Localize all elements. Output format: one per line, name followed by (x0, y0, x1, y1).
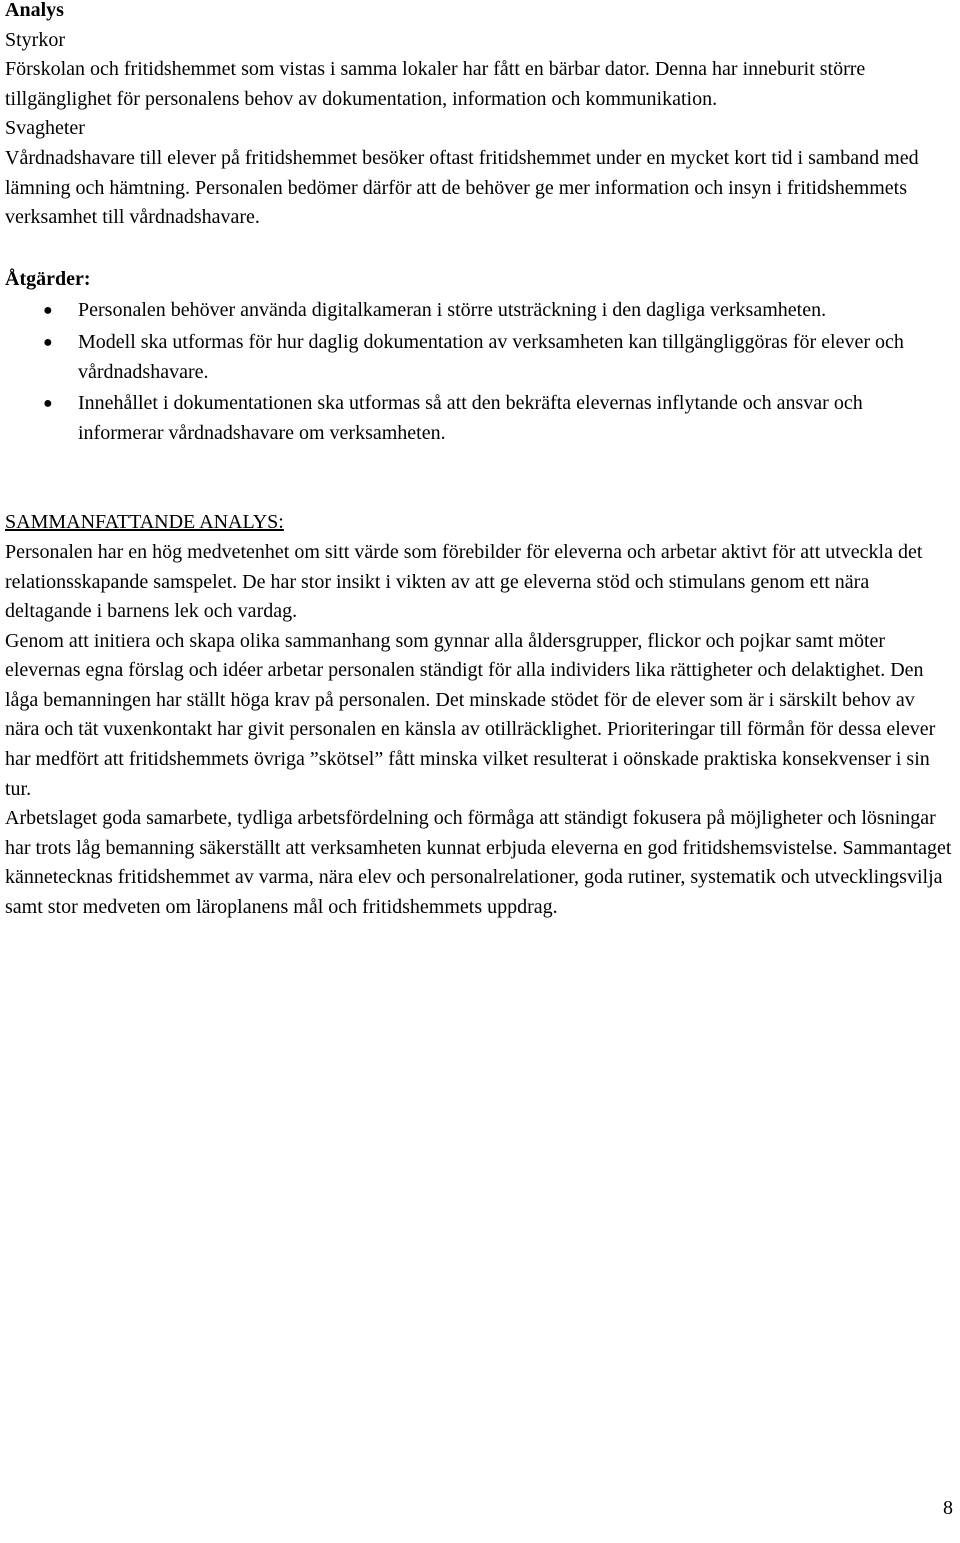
summary-paragraph: Genom att initiera och skapa olika sammanhang som gynnar alla åldersgrupper, flickor och pojkar samt möter elevernas egna förslag och idéer arbetar personalen ständigt för alla individers lika rättigheter och delaktighet. Den låga bemanningen har ställt höga krav på personalen. Det minskade stödet för de elever som är i särskilt behov av nära och tät vuxenkontakt har givit personalen en känsla av otillräcklighet. Prioriteringar till förmån för dessa elever har medfört att fritidshemmets övriga ”skötsel” fått minska vilket resulterat i oönskade praktiska konsekvenser i sin tur. (5, 629, 936, 800)
page-number: 8 (943, 1497, 953, 1519)
weaknesses-label: Svagheter (5, 117, 85, 140)
analysis-title: Analys (5, 0, 64, 21)
actions-title: Åtgärder: (5, 267, 91, 290)
summary-paragraph: Personalen har en hög medvetenhet om sitt värde som förebilder för eleverna och arbetar aktivt för att utveckla det relationsskapande samspelet. De har stor insikt i vikten av att ge eleverna stöd och stimulans genom ett nära deltagande i barnens lek och vardag. (5, 540, 923, 623)
action-item (5, 296, 953, 326)
action-item (5, 389, 953, 448)
strengths-label: Styrkor (5, 28, 65, 51)
action-item-text: Personalen behöver använda digitalkameran i större utsträckning i den dagliga verksamheten. (78, 299, 827, 322)
action-item (5, 328, 953, 387)
summary-title: SAMMANFATTANDE ANALYS: (5, 511, 284, 534)
bullet-icon: ● (43, 333, 53, 351)
action-item-text: Innehållet i dokumentationen ska utformas så att den bekräfta elevernas inflytande och ansvar och informerar vårdnadshavare om verksamheten. (78, 392, 863, 444)
bullet-icon: ● (43, 395, 53, 413)
strengths-text: Förskolan och fritidshemmet som vistas i samma lokaler har fått en bärbar dator. Denna har inneburit större tillgänglighet för personalens behov av dokumentation, information och kommunikation. (5, 58, 866, 110)
bullet-icon: ● (43, 302, 53, 320)
action-item-text: Modell ska utformas för hur daglig dokumentation av verksamheten kan tillgängliggöras för elever och vårdnadshavare. (78, 330, 904, 383)
document-page (5, 0, 953, 923)
summary-paragraph: Arbetslaget goda samarbete, tydliga arbetsfördelning och förmåga att ständigt fokusera på möjligheter och lösningar har trots låg bemanning säkerställt att verksamheten kunnat erbjuda eleverna en god fritidshemsvistelse. Sammantaget kännetecknas fritidshemmet av varma, nära elev och personalrelationer, goda rutiner, systematik och utvecklingsvilja samt stor medveten om läroplanens mål och fritidshemmets uppdrag. (5, 807, 952, 919)
actions-list (5, 296, 953, 448)
weaknesses-text: Vårdnadshavare till elever på fritidshemmet besöker oftast fritidshemmet under en mycket kort tid i samband med lämning och hämtning. Personalen bedömer därför att de behöver ge mer information och insyn i fritidshemmets verksamhet till vårdnadshavare. (5, 146, 919, 229)
